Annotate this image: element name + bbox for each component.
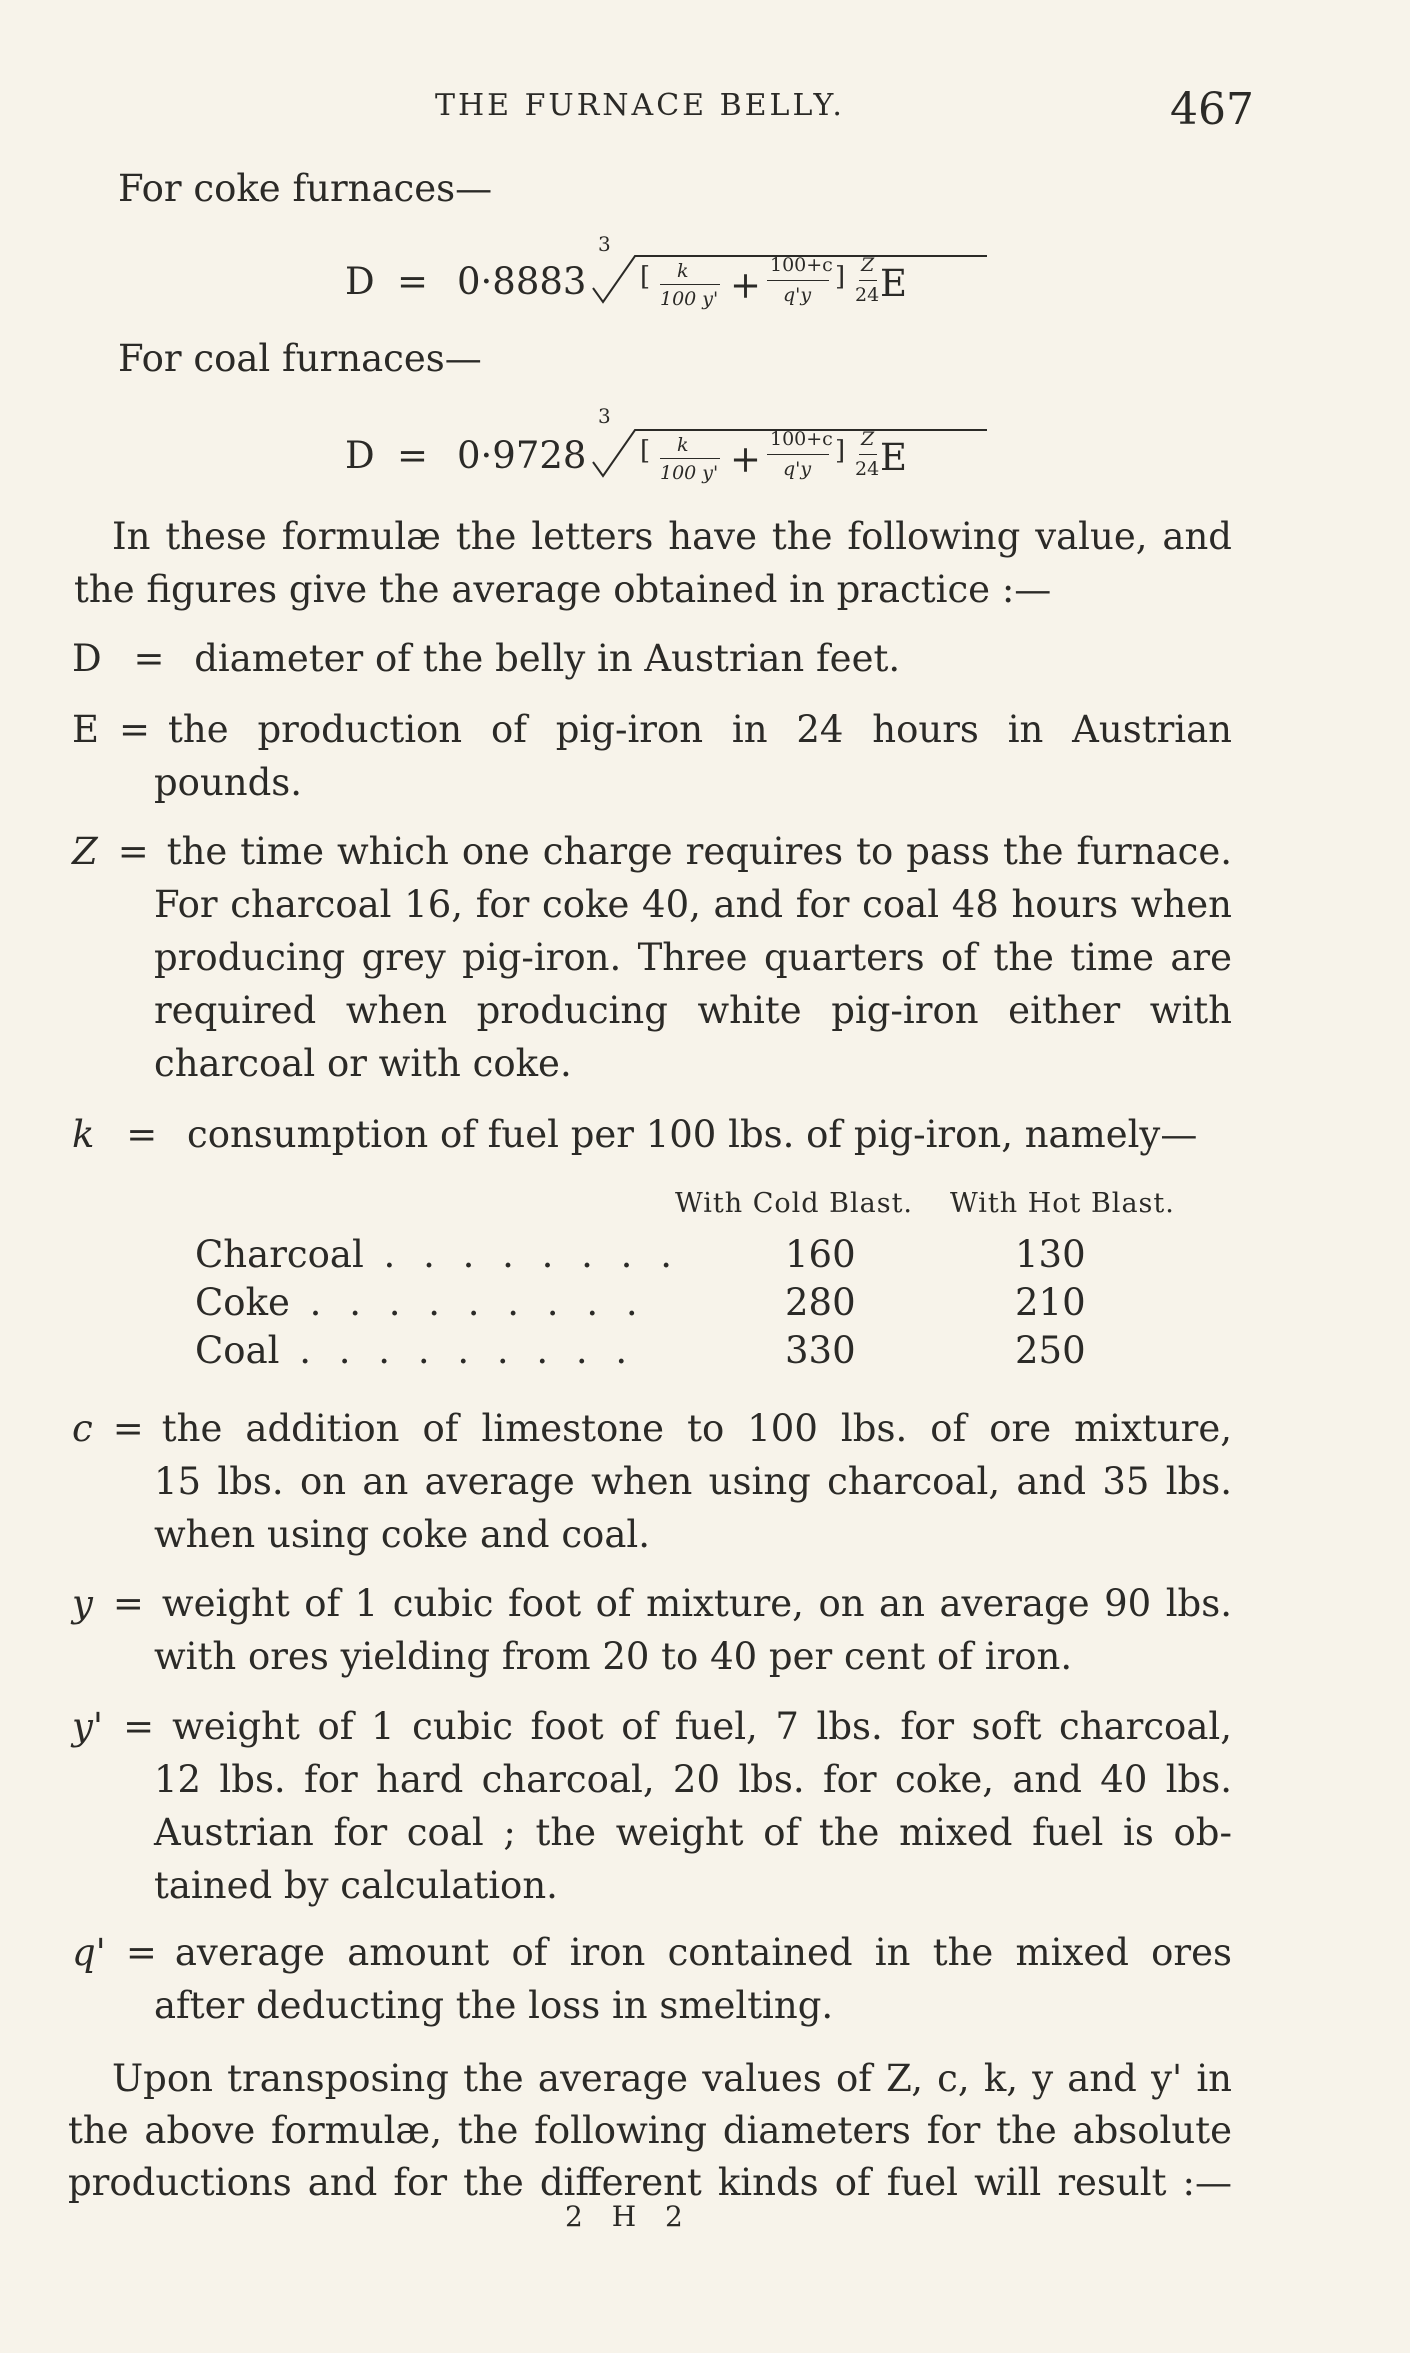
page-number: 467: [1170, 84, 1254, 135]
fuel-name: Charcoal: [195, 1233, 364, 1276]
definition-q-prime: [72, 1926, 1232, 2032]
formula-coefficient: 0·8883: [457, 260, 587, 303]
def-symbol: y: [72, 1582, 93, 1625]
formula-equals: =: [397, 434, 429, 477]
frac3-bar: [859, 280, 877, 281]
definition-E: [72, 703, 1232, 809]
def-symbol: E: [72, 708, 100, 751]
definition-c: [72, 1402, 1232, 1561]
frac1-numerator: k: [677, 434, 689, 456]
closing-line-1: Upon transposing the average values of Z, c, k, y and y' in: [112, 2057, 1232, 2100]
def-equals: =: [112, 1582, 144, 1625]
intro-line-1: In these formulæ the letters have the following value, and: [112, 515, 1232, 558]
hot-blast-value: 210: [1015, 1281, 1086, 1324]
def-symbol: Z: [72, 830, 98, 873]
formula-equals: =: [397, 260, 429, 303]
right-bracket-icon: ]: [835, 262, 846, 292]
def-line: 12 lbs. for hard charcoal, 20 lbs. for coke, and 40 lbs.: [154, 1758, 1232, 1801]
intro-line-2: the figures give the average obtained in practice :—: [74, 568, 1052, 611]
root-index: 3: [598, 404, 611, 428]
def-line: weight of 1 cubic foot of fuel, 7 lbs. for soft charcoal,: [172, 1705, 1232, 1748]
formula-coefficient: 0·9728: [457, 434, 587, 477]
def-line: producing grey pig-iron. Three quarters of the time are: [154, 936, 1232, 979]
def-equals: =: [133, 637, 165, 680]
dot-leader: . . . . . . . . .: [299, 1329, 636, 1372]
formula-plus: +: [730, 264, 762, 307]
signature-mark: 2 H 2: [565, 2200, 693, 2233]
cold-blast-value: 280: [785, 1281, 856, 1324]
hot-blast-value: 130: [1015, 1233, 1086, 1276]
cold-blast-value: 330: [785, 1329, 856, 1372]
frac2-denominator: q'y: [783, 458, 812, 480]
right-bracket-icon: ]: [835, 436, 846, 466]
running-title: THE FURNACE BELLY.: [435, 88, 845, 123]
frac3-bar: [859, 454, 877, 455]
coke-intro: For coke furnaces—: [118, 167, 493, 210]
formula-lhs: D: [345, 434, 375, 477]
dot-leader: . . . . . . . .: [383, 1233, 680, 1276]
definition-y-prime: [72, 1700, 1232, 1912]
frac2-numerator: 100+c: [770, 254, 833, 276]
frac1-bar: [660, 458, 720, 459]
table-row: [195, 1232, 1145, 1278]
def-line: pounds.: [154, 761, 303, 804]
frac1-numerator: k: [677, 260, 689, 282]
fuel-name: Coal: [195, 1329, 280, 1372]
def-line: when using coke and coal.: [154, 1513, 650, 1556]
definition-k: [72, 1108, 1197, 1161]
closing-line-3: productions and for the different kinds of fuel will result :—: [68, 2161, 1232, 2204]
def-line: after deducting the loss in smelting.: [154, 1984, 834, 2027]
def-equals: =: [123, 1705, 155, 1748]
fuel-name: Coke: [195, 1281, 290, 1324]
left-bracket-icon: [: [640, 436, 651, 466]
def-line: charcoal or with coke.: [154, 1042, 572, 1085]
frac2-bar: [767, 454, 829, 455]
def-equals: =: [125, 1931, 157, 1974]
def-line: tained by calculation.: [154, 1864, 558, 1907]
def-line: diameter of the belly in Austrian feet.: [194, 637, 901, 680]
table-row: [195, 1280, 1145, 1326]
def-line: 15 lbs. on an average when using charcoal, and 35 lbs.: [154, 1460, 1232, 1503]
frac2-denominator: q'y: [783, 284, 812, 306]
def-line: For charcoal 16, for coke 40, and for coal 48 hours when: [154, 883, 1232, 926]
def-equals: =: [117, 830, 149, 873]
def-line: average amount of iron contained in the mixed ores: [174, 1931, 1232, 1974]
def-line: the production of pig-iron in 24 hours in Austrian: [168, 708, 1232, 751]
table-header-hot-blast: With Hot Blast.: [950, 1188, 1175, 1219]
formula-e: E: [880, 436, 908, 479]
def-symbol: c: [72, 1407, 93, 1450]
frac2-numerator: 100+c: [770, 428, 833, 450]
formula-e: E: [880, 262, 908, 305]
frac3-numerator: Z: [861, 428, 875, 450]
frac3-denominator: 24: [855, 458, 880, 480]
def-equals: =: [112, 1407, 144, 1450]
def-symbol: y': [72, 1705, 104, 1748]
coal-formula: [345, 390, 965, 490]
def-line: with ores yielding from 20 to 40 per cent of iron.: [154, 1635, 1073, 1678]
cold-blast-value: 160: [785, 1233, 856, 1276]
formula-lhs: D: [345, 260, 375, 303]
hot-blast-value: 250: [1015, 1329, 1086, 1372]
def-line: weight of 1 cubic foot of mixture, on an average 90 lbs.: [161, 1582, 1232, 1625]
definition-y: [72, 1577, 1232, 1683]
def-equals: =: [119, 708, 151, 751]
definition-D: [72, 632, 900, 685]
def-symbol: D: [72, 637, 102, 680]
def-symbol: k: [72, 1113, 95, 1156]
frac3-denominator: 24: [855, 284, 880, 306]
definition-Z: [72, 825, 1232, 1090]
frac1-denominator: 100 y': [660, 288, 719, 310]
def-symbol: q': [72, 1931, 106, 1974]
frac3-numerator: Z: [861, 254, 875, 276]
table-header-cold-blast: With Cold Blast.: [675, 1188, 914, 1219]
def-equals: =: [126, 1113, 158, 1156]
frac1-denominator: 100 y': [660, 462, 719, 484]
formula-plus: +: [730, 438, 762, 481]
left-bracket-icon: [: [640, 262, 651, 292]
closing-line-2: the above formulæ, the following diameters for the absolute: [68, 2109, 1232, 2152]
coke-formula: [345, 232, 965, 332]
def-line: the addition of limestone to 100 lbs. of ore mixture,: [161, 1407, 1232, 1450]
def-line: required when producing white pig-iron either with: [154, 989, 1232, 1032]
frac1-bar: [660, 284, 720, 285]
coal-intro: For coal furnaces—: [118, 337, 482, 380]
def-line: consumption of fuel per 100 lbs. of pig-iron, namely—: [186, 1113, 1198, 1156]
table-row: [195, 1328, 1145, 1374]
frac2-bar: [767, 280, 829, 281]
def-line: the time which one charge requires to pass the furnace.: [166, 830, 1232, 873]
dot-leader: . . . . . . . . .: [309, 1281, 646, 1324]
def-line: Austrian for coal ; the weight of the mixed fuel is ob-: [154, 1811, 1232, 1854]
root-index: 3: [598, 232, 611, 256]
